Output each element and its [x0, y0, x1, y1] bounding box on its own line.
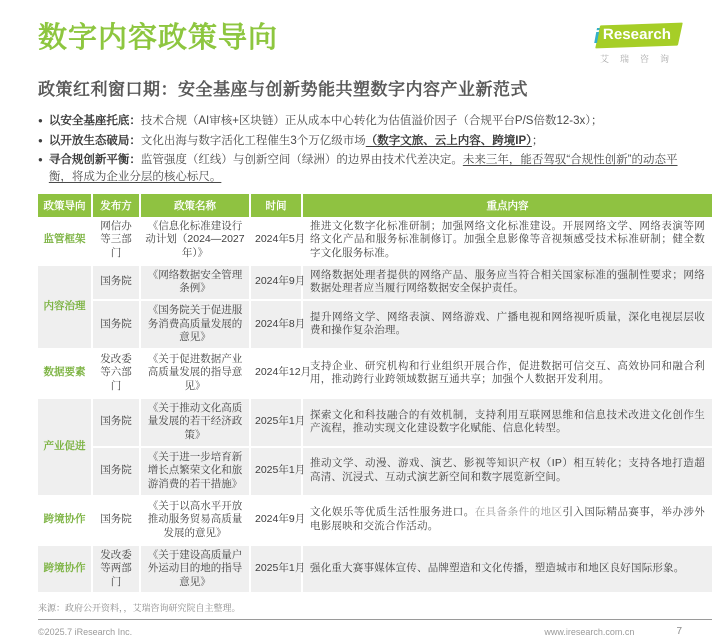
footer-divider [38, 619, 712, 620]
table-row [38, 447, 712, 496]
publisher-cell: 网信办等三部门 [92, 217, 140, 265]
iresearch-logo-text: Research [603, 26, 672, 44]
slide-subtitle: 政策红利窗口期：安全基座与创新势能共塑数字内容产业新范式 [38, 80, 528, 99]
table-row [38, 398, 712, 447]
direction-cell: 跨境协作 [38, 545, 92, 594]
publisher-cell: 发改委等两部门 [92, 545, 140, 594]
source-note: 来源：政府公开资料，，艾瑞咨询研究院自主整理。 [38, 603, 241, 614]
date-cell: 2024年9月 [250, 496, 302, 545]
publisher-cell: 国务院 [92, 300, 140, 349]
bullet-emphasis: 未来三年，能否驾驭“合规性创新”的动态平衡，将成为企业分层的核心标尺。 [48, 154, 678, 184]
date-cell: 2024年9月 [250, 265, 302, 300]
table-row [38, 217, 712, 265]
bullet-text: 以开放生态破局：文化出海与数字活化工程催生3个万亿级市场（数字文旅、云上内容、跨境IP）； [48, 134, 544, 147]
table-row [38, 545, 712, 594]
website-url: www.iresearch.com.cn [544, 626, 635, 637]
bullet-text: 以安全基座托底：技术合规（AI审核+区块链）正从成本中心转化为估值溢价因子（合规平台P/S倍数12-3x）； [48, 115, 603, 127]
policy-cell: 《国务院关于促进服务消费高质量发展的意见》 [140, 300, 250, 349]
page-number: 7 [676, 626, 682, 637]
publisher-cell: 国务院 [92, 496, 140, 545]
slide-header [38, 0, 682, 65]
list-item [38, 152, 682, 185]
copyright-text: ©2025.7 iResearch Inc. [38, 626, 133, 637]
policy-cell: 《关于进一步培育新增长点繁荣文化和旅游消费的若干措施》 [140, 447, 250, 496]
publisher-cell: 国务院 [92, 398, 140, 447]
content-muted-segment: 在具备条件的地区 [474, 506, 563, 519]
policy-cell: 《信息化标准建设行动计划（2024—2027年）》 [140, 217, 250, 265]
iresearch-logo [594, 24, 680, 65]
bullet-icon: ● [38, 135, 43, 145]
date-cell: 2025年1月 [250, 398, 302, 447]
date-cell: 2025年1月 [250, 545, 302, 594]
publisher-cell: 国务院 [92, 447, 140, 496]
table-row [38, 349, 712, 398]
date-cell: 2024年8月 [250, 300, 302, 349]
bullet-label: 寻合规创新平衡： [48, 154, 141, 167]
page-title: 数字内容政策导向 [38, 22, 279, 54]
bullet-text: 寻合规创新平衡：监管强度（红线）与创新空间（绿洲）的边界由技术代差决定。未来三年，能否驾驭“合规性创新”的动态平衡，将成为企业分层的核心标尺。 [48, 154, 678, 184]
list-item [38, 113, 682, 130]
bullet-label: 以安全基座托底： [48, 115, 141, 127]
col-header-date: 时间 [250, 194, 302, 217]
slide-footer [38, 626, 682, 637]
iresearch-logo-badge [593, 23, 683, 49]
footer-right [544, 626, 682, 637]
table-row [38, 265, 712, 300]
col-header-policy: 政策名称 [140, 194, 250, 217]
col-header-publisher: 发布方 [92, 194, 140, 217]
content-cell: 推进文化数字化标准研制；加强网络文化标准建设。开展网络文学、网络表演等网络文化产品和服务标准制修订。加强全息影像等音视频感受技术标准研制；健全数字文化服务标准。 [302, 217, 712, 265]
iresearch-logo-chinese: 艾瑞咨询 [599, 54, 680, 64]
date-cell: 2025年1月 [250, 447, 302, 496]
iresearch-logo-i-mark: i [593, 26, 600, 48]
table-header-row [38, 194, 712, 217]
table-row [38, 300, 712, 349]
col-header-direction: 政策导向 [38, 194, 92, 217]
iresearch-logo-row [594, 24, 680, 47]
content-cell: 强化重大赛事媒体宣传、品牌塑造和文化传播，塑造城市和地区良好国际形象。 [302, 545, 712, 594]
bullet-icon: ● [38, 116, 43, 125]
policy-cell: 《关于促进数据产业高质量发展的指导意见》 [140, 349, 250, 398]
content-cell: 探索文化和科技融合的有效机制，支持利用互联网思维和信息技术改进文化创作生产流程，推动实现文化建设数字化赋能、信息化转型。 [302, 398, 712, 447]
policy-cell: 《关于建设高质量户外运动目的地的指导意见》 [140, 545, 250, 594]
col-header-content: 重点内容 [302, 194, 712, 217]
policy-cell: 《网络数据安全管理条例》 [140, 265, 250, 300]
list-item [38, 133, 682, 150]
policy-cell: 《关于推动文化高质量发展的若干经济政策》 [140, 398, 250, 447]
bullet-emphasis: （数字文旅、云上内容、跨境IP） [365, 134, 532, 147]
direction-cell: 数据要素 [38, 349, 92, 398]
bullet-icon: ● [38, 155, 43, 165]
bullet-label: 以开放生态破局： [48, 134, 141, 147]
content-cell: 网络数据处理者提供的网络产品、服务应当符合相关国家标准的强制性要求；网络数据处理者应当履行网络数据安全保护责任。 [302, 265, 712, 300]
table-row [38, 496, 712, 545]
key-points-list [38, 113, 682, 186]
policy-table [38, 194, 712, 595]
direction-cell: 内容治理 [38, 265, 92, 349]
date-cell: 2024年12月 [250, 349, 302, 398]
direction-cell: 跨境协作 [38, 496, 92, 545]
content-cell: 文化娱乐等优质生活性服务进口。在具备条件的地区引入国际精品赛事，举办涉外电影展映和交流合作活动。 [302, 496, 712, 545]
publisher-cell: 国务院 [92, 265, 140, 300]
content-cell: 推动文学、动漫、游戏、演艺、影视等知识产权（IP）相互转化；支持各地打造超高清、沉浸式、互动式演艺新空间和数字展览新空间。 [302, 447, 712, 496]
direction-cell: 监管框架 [38, 217, 92, 265]
content-cell: 支持企业、研究机构和行业组织开展合作，促进数据可信交互、高效协同和融合利用，推动跨行业跨领域数据互通共享；加强个人数据开发利用。 [302, 349, 712, 398]
policy-cell: 《关于以高水平开放推动服务贸易高质量发展的意见》 [140, 496, 250, 545]
date-cell: 2024年5月 [250, 217, 302, 265]
direction-cell: 产业促进 [38, 398, 92, 496]
publisher-cell: 发改委等六部门 [92, 349, 140, 398]
content-cell: 提升网络文学、网络表演、网络游戏、广播电视和网络视听质量，深化电视层层收费和操作复杂治理。 [302, 300, 712, 349]
